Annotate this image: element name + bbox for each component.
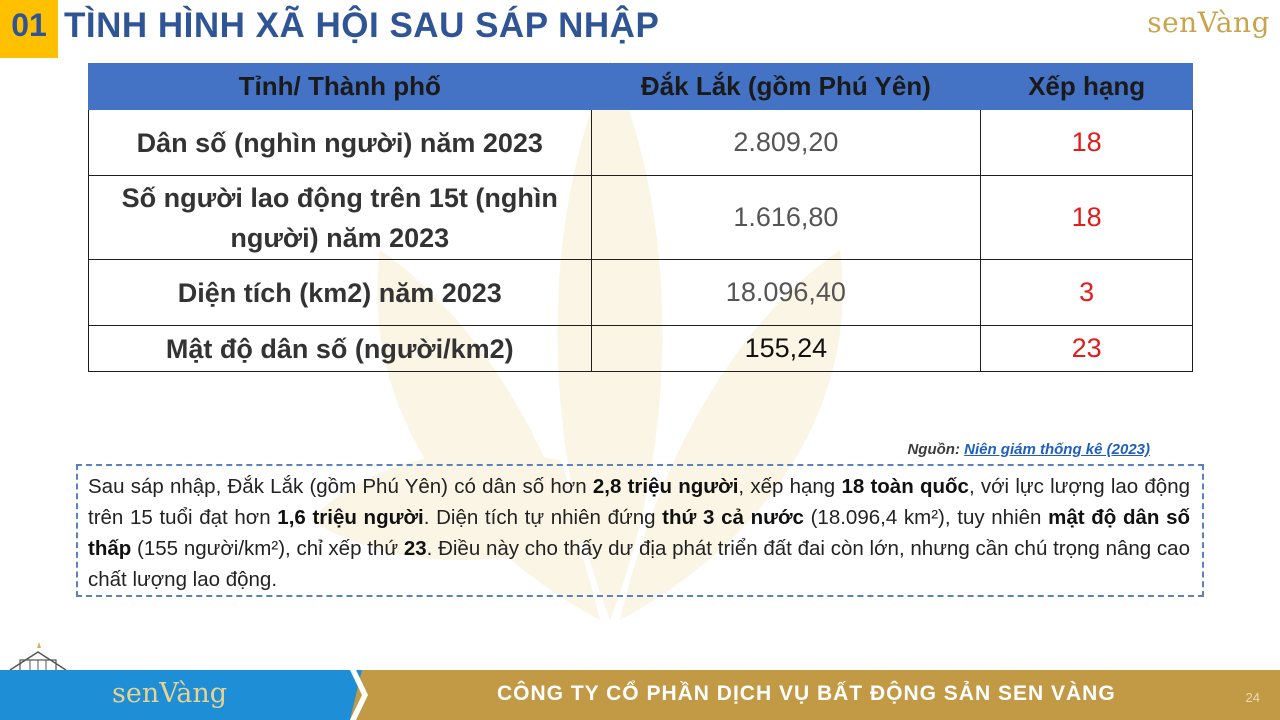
summary-text: . Điều này cho thấy dư địa phát triển đất đai còn lớn, nhưng cần chú trọng nâng cao chất lượng lao động.: [88, 537, 1190, 591]
row-rank: 18: [981, 176, 1193, 260]
row-label: Diện tích (km2) năm 2023: [89, 260, 592, 326]
summary-text: , với lực lượng lao động trên 15 tuổi đạt hơn: [88, 475, 1191, 529]
table-row: [89, 326, 1193, 372]
footer-bar: [0, 670, 1280, 720]
summary-text: Sau sáp nhập, Đắk Lắk (gồm Phú Yên) có dân số hơn: [88, 475, 593, 498]
row-value: 155,24: [591, 326, 981, 372]
summary-text: . Diện tích tự nhiên đứng: [423, 506, 663, 529]
row-rank: 18: [981, 110, 1193, 176]
brand-logo: senVàng: [1147, 6, 1270, 39]
summary-highlight: 23: [403, 537, 427, 560]
row-label: Dân số (nghìn người) năm 2023: [89, 110, 592, 176]
table-row: [89, 260, 1193, 326]
building-logo-icon: [6, 640, 70, 674]
source-link[interactable]: Niên giám thống kê (2023): [964, 441, 1150, 458]
row-rank: 3: [981, 260, 1193, 326]
footer-brand-logo: senVàng: [112, 678, 228, 709]
page-number: 24: [1245, 690, 1260, 705]
table-row: [89, 176, 1193, 260]
company-name: CÔNG TY CỔ PHẦN DỊCH VỤ BẤT ĐỘNG SẢN SEN VÀNG: [497, 682, 1116, 705]
column-header-rank: Xếp hạng: [981, 64, 1193, 110]
table-row: [89, 110, 1193, 176]
row-label: Mật độ dân số (người/km2): [89, 326, 592, 372]
summary-text: , xếp hạng: [738, 475, 842, 498]
statistics-table: [88, 63, 1193, 372]
column-header-province: Tỉnh/ Thành phố: [89, 64, 592, 110]
row-rank: 23: [981, 326, 1193, 372]
section-number: 01: [0, 0, 58, 58]
summary-highlight: 18 toàn quốc: [841, 475, 969, 498]
row-value: 1.616,80: [591, 176, 981, 260]
row-value: 18.096,40: [591, 260, 981, 326]
summary-highlight: mật độ dân số thấp: [88, 506, 1190, 560]
row-label: Số người lao động trên 15t (nghìn người) năm 2023: [89, 176, 592, 260]
row-value: 2.809,20: [591, 110, 981, 176]
summary-box: [76, 464, 1204, 597]
source-prefix: Nguồn:: [907, 441, 960, 458]
summary-text: (18.096,4 km²), tuy nhiên: [803, 506, 1049, 529]
summary-text: (155 người/km²), chỉ xếp thứ: [131, 537, 404, 560]
summary-highlight: 2,8 triệu người: [592, 475, 739, 498]
summary-highlight: 1,6 triệu người: [277, 506, 424, 529]
page-title: TÌNH HÌNH XÃ HỘI SAU SÁP NHẬP: [64, 6, 660, 45]
summary-highlight: thứ 3 cả nước: [662, 506, 804, 529]
table-header-row: [89, 64, 1193, 110]
source-note: [907, 441, 1150, 458]
column-header-daklak: Đắk Lắk (gồm Phú Yên): [591, 64, 981, 110]
